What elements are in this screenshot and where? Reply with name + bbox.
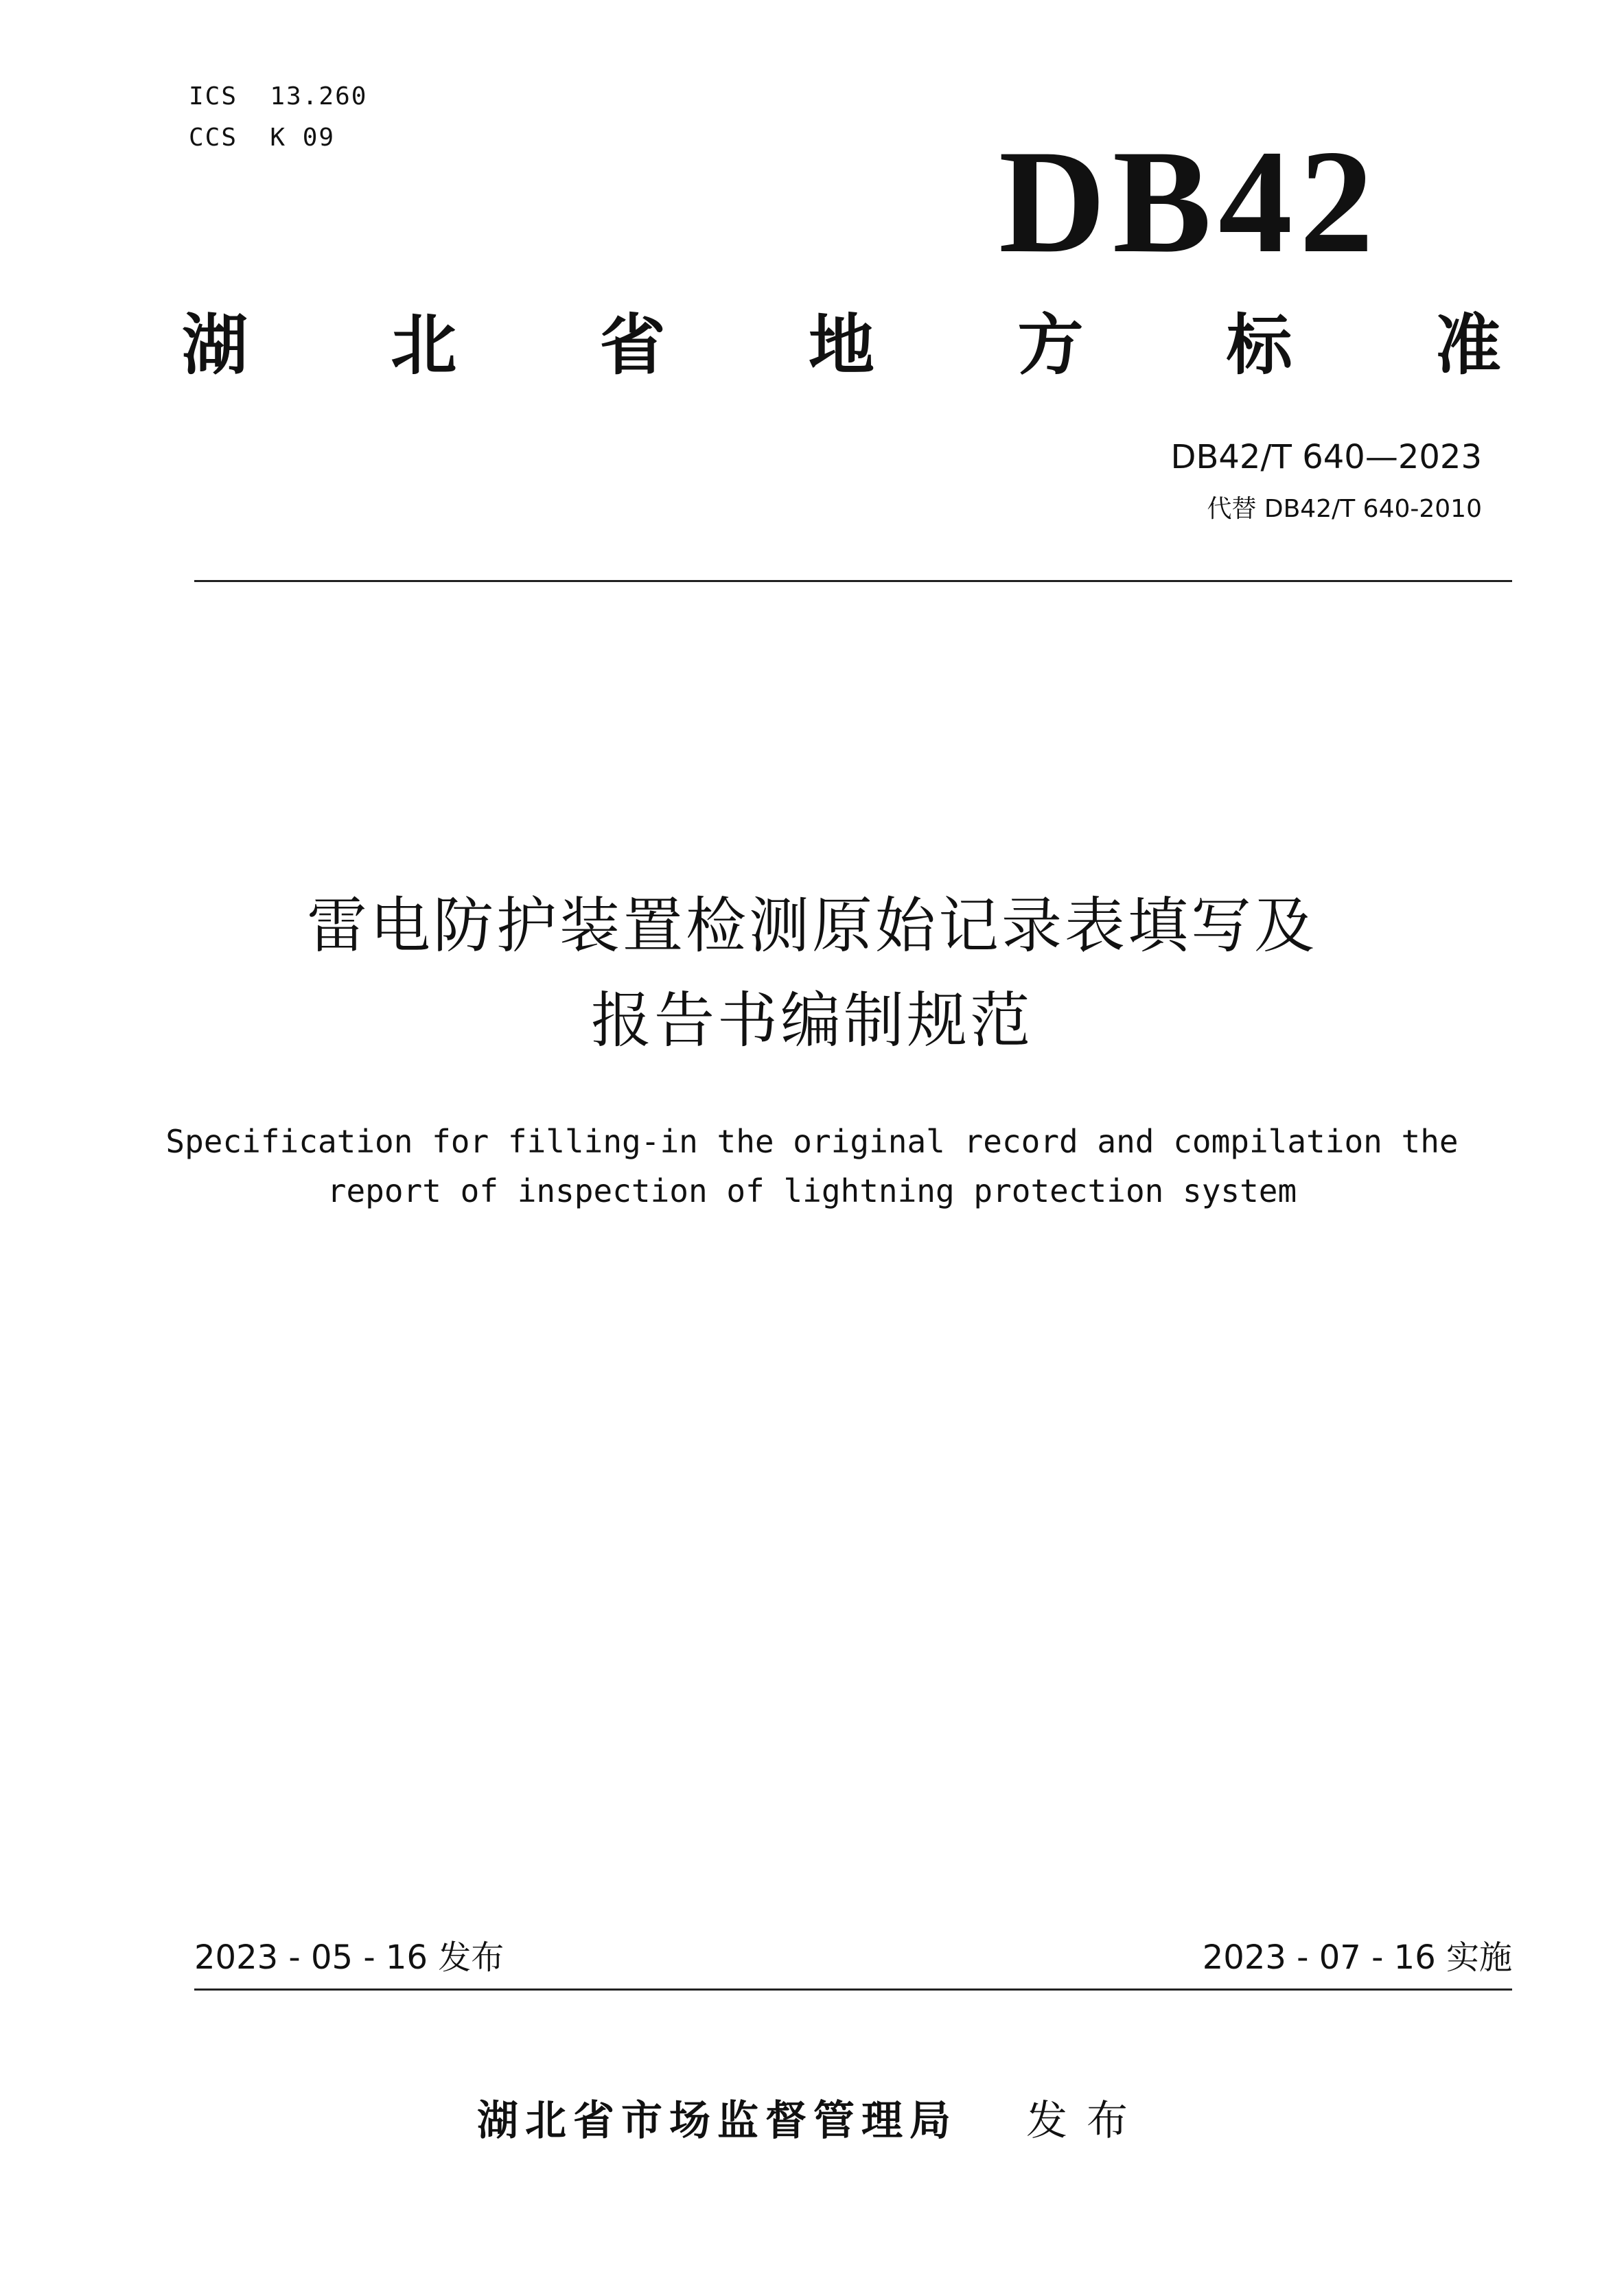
standard-type-char: 方 — [1017, 307, 1084, 384]
standard-type-char: 准 — [1435, 307, 1501, 384]
replaces-standard: 代替 DB42/T 640-2010 — [1207, 495, 1482, 523]
standard-number: DB42/T 640—2023 — [1170, 438, 1482, 476]
issue-date: 2023 - 05 - 16 发布 — [194, 1938, 504, 1977]
ics-code: ICS 13.260 — [189, 82, 368, 111]
standard-type-char: 湖 — [182, 307, 248, 384]
issuer-line — [0, 2097, 1624, 2145]
standard-type-char: 北 — [391, 307, 457, 384]
english-title-line-1: Specification for filling-in the original record and compilation the — [165, 1123, 1459, 1160]
issuer-action: 发布 — [1026, 2097, 1147, 2145]
standard-type-heading — [182, 307, 1501, 384]
english-title-line-2: report of inspection of lightning protection system — [327, 1172, 1297, 1209]
standard-type-char: 省 — [599, 307, 666, 384]
chinese-title-line-1: 雷电防护装置检测原始记录表填写及 — [306, 890, 1317, 961]
ccs-code: CCS K 09 — [189, 124, 336, 152]
standard-type-char: 标 — [1226, 307, 1292, 384]
db42-logo: DB42 — [998, 119, 1380, 283]
issuer-name: 湖北省市场监督管理局 — [477, 2097, 958, 2145]
standard-type-char: 地 — [808, 307, 874, 384]
chinese-title-line-2: 报告书编制规范 — [590, 985, 1033, 1056]
bottom-divider — [194, 1988, 1512, 1991]
top-divider — [194, 580, 1512, 582]
implementation-date: 2023 - 07 - 16 实施 — [1202, 1938, 1512, 1977]
